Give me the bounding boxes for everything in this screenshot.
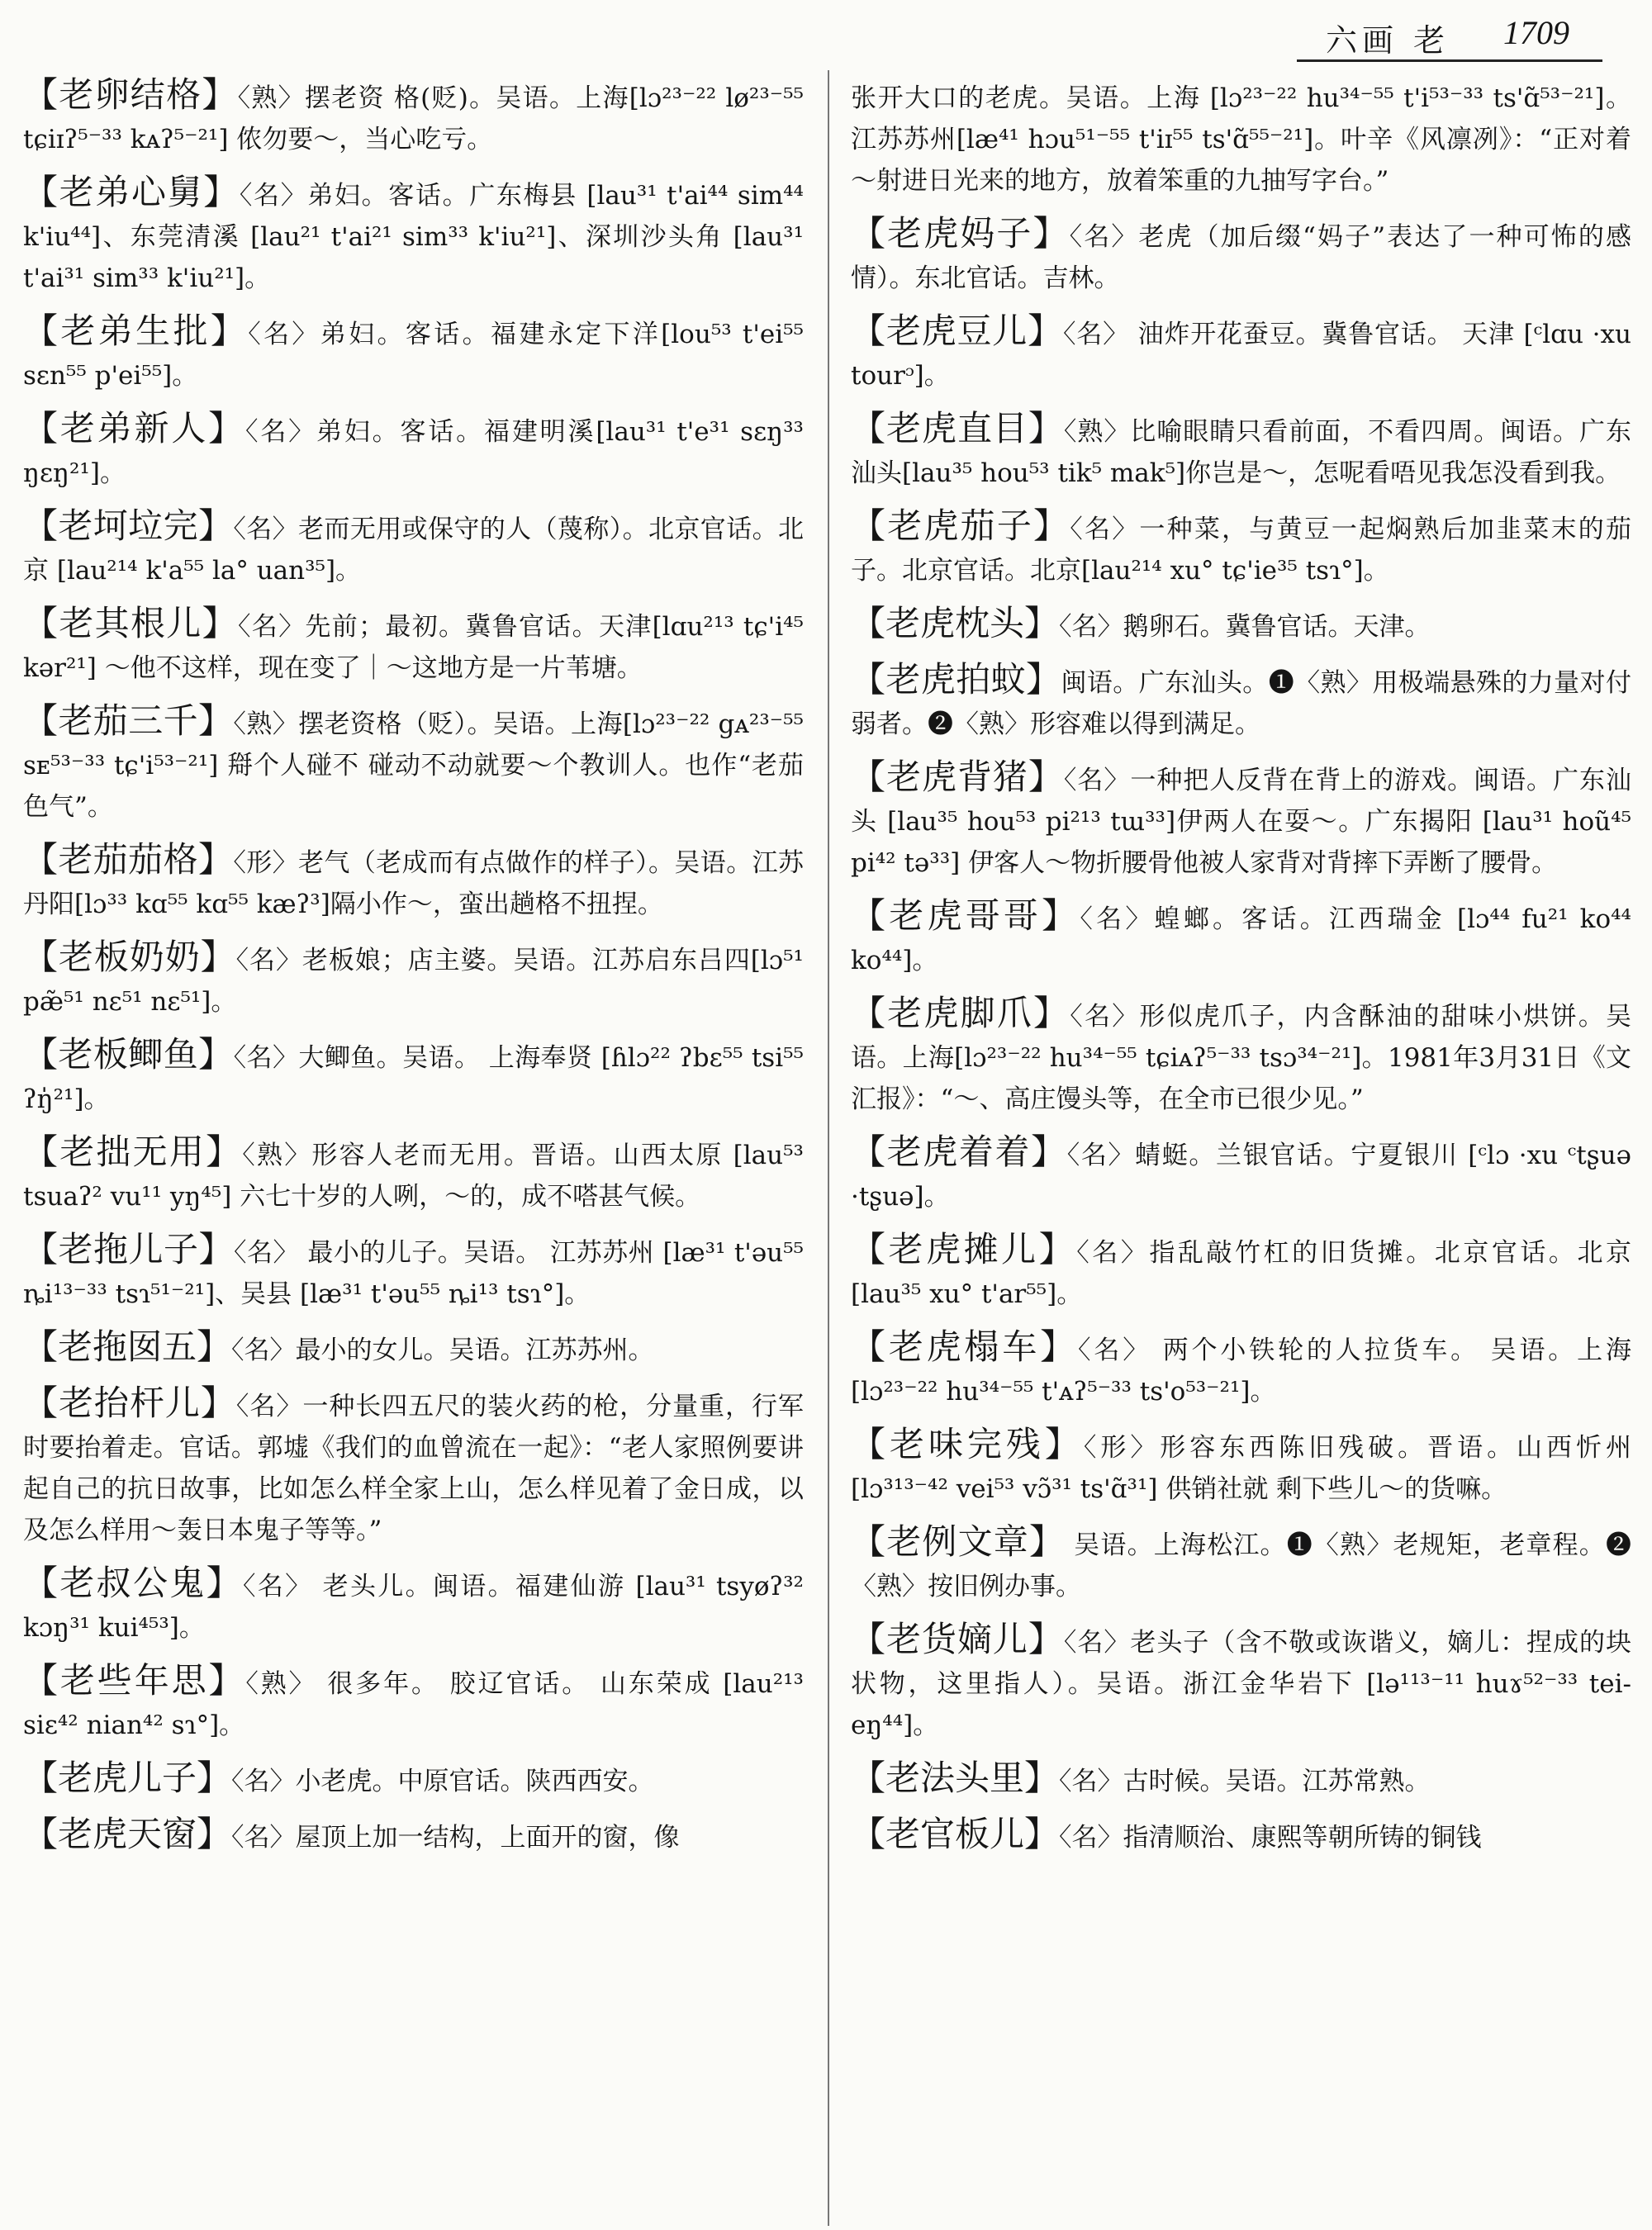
dictionary-entry (851, 1326, 1631, 1412)
entry-headword: 【老其根儿】 (23, 603, 238, 643)
entry-definition: 〈名〉 油炸开花蚕豆。冀鲁官话。 天津 [ᶜlɑu ·xu tourᵓ]。 (851, 320, 1631, 391)
entry-headword: 【老弟新人】 (23, 408, 245, 448)
entry-definition: 〈名〉指乱敲竹杠的旧货摊。北京官话。北京 [lau³⁵ xu° t'ar⁵⁵]。 (851, 1238, 1631, 1309)
entry-definition: 张开大口的老虎。吴语。上海 [lɔ²³⁻²² hu³⁴⁻⁵⁵ t'i⁵³⁻³³ ts'ɑ̃⁵³⁻²¹]。江苏苏州[læ⁴¹ hɔu⁵¹⁻⁵⁵ t'iɪ⁵⁵ ts'ɑ̃⁵⁵⁻²¹]。叶辛《风凛冽》：“正对着～射进日光来的地方，放着笨重的九抽写字台。” (851, 83, 1631, 196)
entry-headword: 【老茄三千】 (23, 700, 234, 741)
dictionary-entry (23, 1383, 804, 1551)
entry-headword: 【老虎着着】 (851, 1132, 1067, 1172)
entry-definition: 〈名〉指清顺治、康熙等朝所铸的铜钱 (1059, 1823, 1482, 1853)
entry-definition: 〈名〉 最小的儿子。吴语。 江苏苏州 [læ³¹ t'əu⁵⁵ ȵi¹³⁻³³ tsɿ⁵¹⁻²¹]、吴县 [læ³¹ t'əu⁵⁵ ȵi¹³ tsɿ°]。 (23, 1238, 804, 1309)
entry-definition: 〈名〉弟妇。客话。福建明溪[lau³¹ t'e³¹ sɛŋ³³ ŋɛŋ²¹]。 (23, 417, 804, 488)
entry-definition: 〈名〉 两个小铁轮的人拉货车。 吴语。上海 [lɔ²³⁻²² hu³⁴⁻⁵⁵ t'ᴀʔ⁵⁻³³ ts'o⁵³⁻²¹]。 (851, 1336, 1631, 1407)
dictionary-entry (851, 213, 1631, 299)
entry-definition: 〈名〉一种菜，与黄豆一起焖熟后加韭菜末的茄子。北京官话。北京[lau²¹⁴ xu° tɕ'ie³⁵ tsɿ°]。 (851, 515, 1631, 586)
entry-headword: 【老虎背猪】 (851, 757, 1064, 797)
dictionary-entry (851, 1132, 1631, 1217)
entry-definition: 〈名〉弟妇。客话。福建永定下洋[lou⁵³ t'ei⁵⁵ sɛn⁵⁵ p'ei⁵⁵]。 (23, 320, 804, 391)
entry-headword: 【老虎茄子】 (851, 505, 1070, 546)
dictionary-entry (851, 1619, 1631, 1746)
dictionary-entry (23, 1229, 804, 1315)
dictionary-entry (23, 505, 804, 591)
dictionary-entry (23, 700, 804, 828)
dictionary-entry (851, 1521, 1631, 1607)
dictionary-entry (23, 1814, 804, 1858)
dictionary-entry (23, 603, 804, 689)
dictionary-entry (23, 172, 804, 299)
entry-definition: 〈名〉老虎（加后缀“妈子”表达了一种可怖的感情）。东北官话。吉林。 (851, 222, 1631, 293)
entry-headword: 【老虎拍蚊】 (851, 659, 1061, 700)
entry-headword: 【老虎直目】 (851, 408, 1064, 448)
dictionary-entry (23, 839, 804, 925)
entry-definition: 〈名〉蜻蜓。兰银官话。宁夏银川 [ᶜlɔ ·xu ᶜtʂuə ·tʂuə]。 (851, 1141, 1631, 1212)
entry-definition: 〈名〉鹅卵石。冀鲁官话。天津。 (1059, 612, 1431, 642)
right-column (851, 74, 1631, 2222)
entry-definition: 〈名〉老头子（含不敬或诙谐义，嫡儿：捏成的块状物，这里指人）。吴语。浙江金华岩下 [lə¹¹³⁻¹¹ huɤ⁵²⁻³³ tei-eŋ⁴⁴]。 (851, 1628, 1631, 1740)
dictionary-entry (851, 1229, 1631, 1315)
dictionary-entry (23, 1758, 804, 1802)
entry-headword: 【老虎哥哥】 (851, 895, 1080, 936)
dictionary-entry (23, 1132, 804, 1217)
dictionary-entry (23, 311, 804, 396)
entry-headword: 【老弟心舅】 (23, 172, 240, 212)
entry-definition: 〈名〉弟妇。客话。广东梅县 [lau³¹ t'ai⁴⁴ sim⁴⁴ k'iu⁴⁴]、东莞清溪 [lau²¹ t'ai²¹ sim³³ k'iu²¹]、深圳沙头角 [lau³¹ t'ai³¹ sim³³ k'iu²¹]。 (23, 181, 804, 293)
entry-definition: 〈熟〉比喻眼睛只看前面，不看四周。闽语。广东汕头[lau³⁵ hou⁵³ tik⁵ mak⁵]你岂是～，怎呢看唔见我怎没看到我。 (851, 417, 1631, 488)
entry-definition: 吴语。上海松江。❶〈熟〉老规矩，老章程。❷〈熟〉按旧例办事。 (851, 1530, 1631, 1601)
dictionary-entry (851, 1814, 1631, 1858)
entry-definition: 〈名〉 老头儿。闽语。福建仙游 [lau³¹ tsyøʔ³² kɔŋ³¹ kui⁴⁵³]。 (23, 1572, 804, 1643)
entry-headword: 【老叔公鬼】 (23, 1563, 243, 1603)
entry-headword: 【老拙无用】 (23, 1132, 243, 1172)
dictionary-entry (851, 659, 1631, 745)
entry-headword: 【老味完残】 (851, 1424, 1084, 1464)
page-number: 1709 (1503, 14, 1569, 51)
entry-headword: 【老例文章】 (851, 1521, 1066, 1562)
dictionary-entry (851, 757, 1631, 884)
column-divider (828, 70, 829, 2226)
dictionary-entry (851, 1424, 1631, 1510)
page-header (0, 0, 1652, 66)
dictionary-entry (851, 993, 1631, 1120)
entry-headword: 【老法头里】 (851, 1758, 1060, 1798)
entry-headword: 【老货嫡儿】 (851, 1619, 1064, 1659)
entry-headword: 【老虎豆儿】 (851, 311, 1063, 351)
entry-headword: 【老卵结格】 (23, 74, 238, 115)
entry-definition: 闽语。广东汕头。❶〈熟〉用极端悬殊的力量对付弱者。❷〈熟〉形容难以得到满足。 (851, 668, 1631, 739)
entry-definition: 〈熟〉摆老资格（贬）。吴语。上海[lɔ²³⁻²² gᴀ²³⁻⁵⁵ sᴇ⁵³⁻³³ tɕ'i⁵³⁻²¹] 搿个人碰不 碰动不动就要～个教训人。也作“老茄色气”。 (23, 709, 804, 822)
entry-headword: 【老官板儿】 (851, 1814, 1060, 1854)
section-title: 六画 老 (1326, 22, 1450, 59)
dictionary-entry-continued (851, 74, 1631, 202)
left-column (23, 74, 804, 2222)
dictionary-entry (23, 74, 804, 160)
dictionary-entry (23, 1326, 804, 1371)
entry-definition: 〈名〉老板娘；店主婆。吴语。江苏启东吕四[lɔ⁵¹ pæ̃⁵¹ nɛ⁵¹ nɛ⁵¹]。 (23, 946, 804, 1017)
entry-definition: 〈名〉一种长四五尺的装火药的枪，分量重，行军时要抬着走。官话。郭墟《我们的血曾流在一起》：“老人家照例要讲起自己的抗日故事，比如怎么样全家上山，怎么样见着了金日成，以及怎么样用～轰日本鬼子等等。” (23, 1392, 804, 1545)
entry-definition: 〈名〉古时候。吴语。江苏常熟。 (1059, 1767, 1431, 1796)
entry-headword: 【老抬杆儿】 (23, 1383, 236, 1423)
dictionary-entry (851, 895, 1631, 981)
entry-headword: 【老板鲫鱼】 (23, 1034, 234, 1075)
entry-definition: 〈熟〉 很多年。 胶辽官话。 山东荣成 [lau²¹³ siɛ⁴² nian⁴² sɿ°]。 (23, 1669, 804, 1740)
entry-definition: 〈形〉老气（老成而有点做作的样子）。吴语。江苏丹阳[lɔ³³ kɑ⁵⁵ kɑ⁵⁵ kæʔ³]隔小作～，蛮出趟格不扭捏。 (23, 848, 804, 919)
entry-headword: 【老虎天窗】 (23, 1814, 232, 1854)
entry-headword: 【老虎榻车】 (851, 1326, 1079, 1367)
entry-definition: 〈名〉蝗螂。客话。江西瑞金 [lɔ⁴⁴ fu²¹ ko⁴⁴ ko⁴⁴]。 (851, 904, 1631, 975)
dictionary-entry (851, 603, 1631, 648)
entry-headword: 【老些年思】 (23, 1660, 246, 1701)
entry-headword: 【老虎儿子】 (23, 1758, 232, 1798)
entry-headword: 【老茄茄格】 (23, 839, 234, 880)
entry-headword: 【老虎脚爪】 (851, 993, 1070, 1033)
entry-definition: 〈名〉一种把人反背在背上的游戏。闽语。广东汕头 [lau³⁵ hou⁵³ pi²¹³ tɯ³³]伊两人在耍～。广东揭阳 [lau³¹ hoũ⁴⁵ pi⁴² tə³³] 伊客人～物折腰骨他被人家背对背摔下弄断了腰骨。 (851, 766, 1631, 878)
entry-definition: 〈名〉最小的女儿。吴语。江苏苏州。 (231, 1336, 654, 1365)
dictionary-entry (23, 408, 804, 494)
entry-definition: 〈熟〉摆老资 格(贬)。吴语。上海[lɔ²³⁻²² lø²³⁻⁵⁵ tɕiɪʔ⁵⁻³³ kᴀʔ⁵⁻²¹] 侬勿要～，当心吃亏。 (23, 83, 804, 154)
entry-headword: 【老板奶奶】 (23, 937, 236, 977)
entry-headword: 【老弟生批】 (23, 311, 249, 351)
entry-definition: 〈名〉形似虎爪子，内含酥油的甜味小烘饼。吴语。上海[lɔ²³⁻²² hu³⁴⁻⁵⁵ tɕiᴀʔ⁵⁻³³ tsɔ³⁴⁻²¹]。1981年3月31日《文汇报》：“～、高庄馒头等，在全市已很少见。” (851, 1002, 1631, 1114)
dictionary-entry (23, 1563, 804, 1649)
dictionary-entry (851, 408, 1631, 494)
header-rule (1297, 59, 1602, 62)
entry-definition: 〈熟〉形容人老而无用。晋语。山西太原 [lau⁵³ tsuaʔ² vu¹¹ yŋ⁴⁵] 六七十岁的人咧，～的，成不嗒甚气候。 (23, 1141, 804, 1212)
entry-headword: 【老虎妈子】 (851, 213, 1070, 254)
dictionary-entry (23, 1034, 804, 1120)
entry-definition: 〈名〉先前；最初。冀鲁官话。天津[lɑu²¹³ tɕ'i⁴⁵ kər²¹] ～他不这样，现在变了｜～这地方是一片苇塘。 (23, 612, 804, 683)
dictionary-entry (851, 311, 1631, 396)
entry-headword: 【老拖儿子】 (23, 1229, 234, 1269)
entry-headword: 【老虎枕头】 (851, 603, 1060, 643)
entry-headword: 【老拖囡五】 (23, 1326, 232, 1367)
entry-definition: 〈名〉老而无用或保守的人（蔑称）。北京官话。北京 [lau²¹⁴ k'a⁵⁵ la° uan³⁵]。 (23, 515, 804, 586)
entry-definition: 〈形〉形容东西陈旧残破。晋语。山西忻州 [lɔ³¹³⁻⁴² vei⁵³ vɔ̃³¹ ts'ɑ̃³¹] 供销社就 剩下些儿～的货嘛。 (851, 1433, 1631, 1504)
entry-headword: 【老坷垃完】 (23, 505, 234, 546)
entry-definition: 〈名〉小老虎。中原官话。陕西西安。 (231, 1767, 654, 1796)
entry-definition: 〈名〉大鲫鱼。吴语。 上海奉贤 [ɦlɔ²² ʔbɛ⁵⁵ tsi⁵⁵ ʔŋ̍²¹]。 (23, 1043, 804, 1114)
entry-headword: 【老虎摊儿】 (851, 1229, 1077, 1269)
dictionary-entry (23, 1660, 804, 1746)
entry-definition: 〈名〉屋顶上加一结构，上面开的窗，像 (231, 1823, 680, 1853)
dictionary-entry (851, 505, 1631, 591)
dictionary-entry (23, 937, 804, 1022)
dictionary-entry (851, 1758, 1631, 1802)
